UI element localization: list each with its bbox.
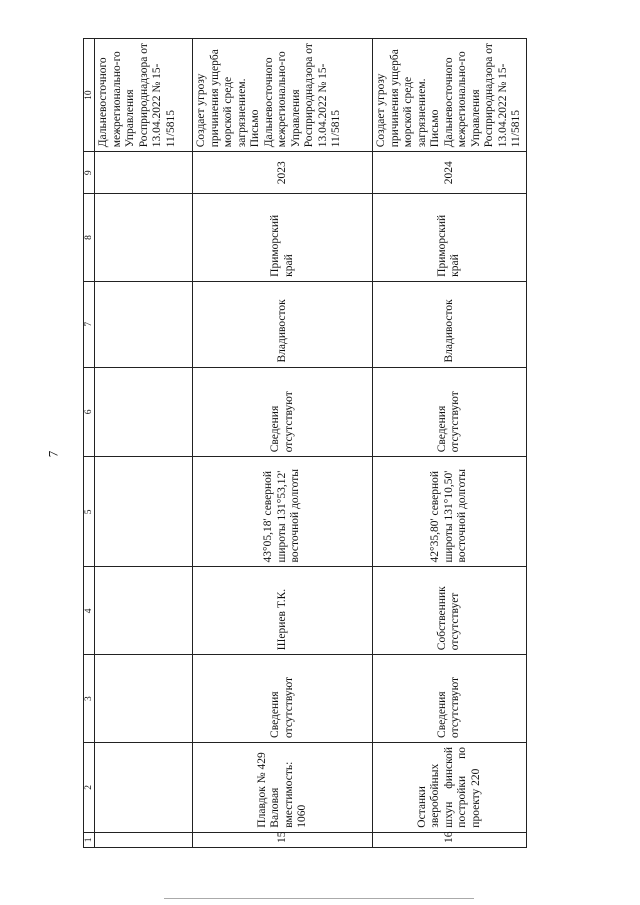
header-cell: 4 <box>84 567 95 655</box>
table-cell-name: Плавдок № 429 Валовая вместимость: 1060 <box>193 742 373 832</box>
table-cell-owner-info: Сведения отсутствуют <box>373 655 527 743</box>
table-cell-owner: Собственник отсутствует <box>373 567 527 655</box>
table-cell-coords: 42°35,80' северной широты 131°10,50' восточной долготы <box>373 457 527 567</box>
table-cell-note: Создает угрозу причинения ущерба морской среде загрязнением. Письмо Дальневосточного межрегионально-го Управления Росприроднадзора от 13.04.2022 № 15-11/5815 <box>193 39 373 152</box>
table-cell-owner-info: Сведения отсутствуют <box>193 655 373 743</box>
header-cell: 3 <box>84 655 95 743</box>
header-cell: 1 <box>84 832 95 847</box>
page-number: 7 <box>45 450 61 458</box>
table-cell-region: Приморский край <box>373 194 527 282</box>
table-cell-info: Сведения отсутствуют <box>193 367 373 457</box>
header-cell: 9 <box>84 152 95 194</box>
table-cell-coords: 43°05,18' северной широты 131°53,12' восточной долготы <box>193 457 373 567</box>
table-row <box>193 39 373 848</box>
vessels-table <box>83 38 527 848</box>
table-cell-name: Останки зверобойных шхун финской постройки по проекту 220 <box>373 742 527 832</box>
table-cell-note: Создает угрозу причинения ущерба морской среде загрязнением. Письмо Дальневосточного межрегионально-го Управления Росприроднадзора от 13.04.2022 № 15-11/5815 <box>373 39 527 152</box>
table-cell-info: Сведения отсутствуют <box>373 367 527 457</box>
table-cell-city: Владивосток <box>193 281 373 367</box>
header-cell: 2 <box>84 742 95 832</box>
header-cell: 7 <box>84 281 95 367</box>
table-row <box>95 39 193 848</box>
rotated-table-container <box>83 38 522 848</box>
header-cell: 6 <box>84 367 95 457</box>
row-number: 16 <box>373 832 527 847</box>
table-cell-note: Дальневосточного межрегионально-го Управления Росприроднадзора от 13.04.2022 № 15-11/5815 <box>95 39 193 152</box>
table-cell-owner: Шериев Т.К. <box>193 567 373 655</box>
scan-edge-line <box>164 898 474 899</box>
row-number: 15 <box>193 832 373 847</box>
table-cell-year: 2023 <box>193 152 373 194</box>
header-cell: 8 <box>84 194 95 282</box>
table-cell-region: Приморский край <box>193 194 373 282</box>
table-cell-city: Владивосток <box>373 281 527 367</box>
header-cell: 10 <box>84 39 95 152</box>
header-row <box>84 39 95 848</box>
table-cell-year: 2024 <box>373 152 527 194</box>
header-cell: 5 <box>84 457 95 567</box>
table-row <box>373 39 527 848</box>
